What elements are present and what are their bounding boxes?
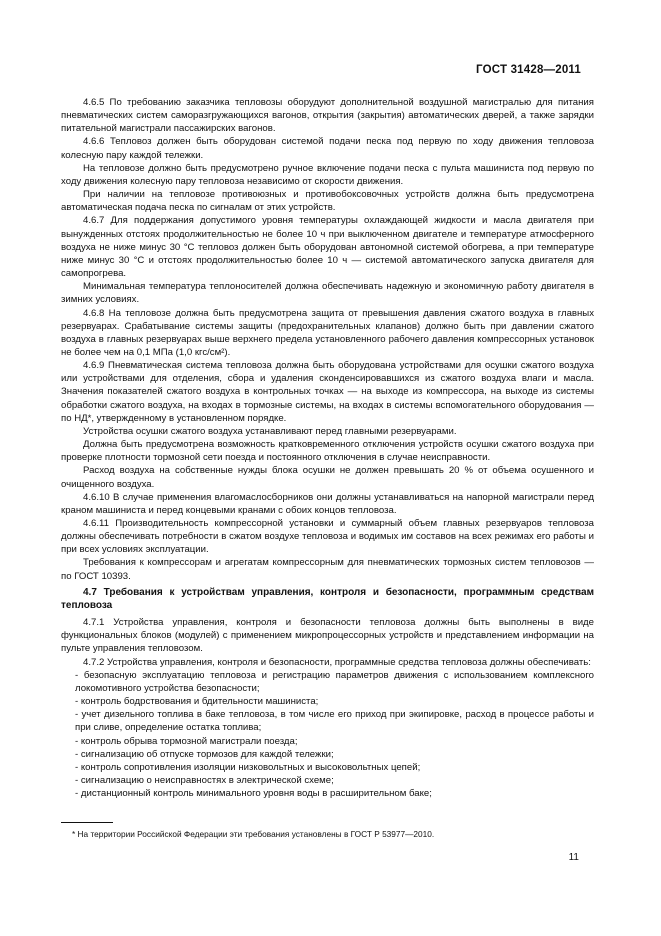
paragraph: Должна быть предусмотрена возможность кратковременного отключения устройств осушки сжатого воздуха при проверке плотности тормозной сети поезда и постоянного отключения в случае неисправности. [61, 439, 594, 464]
paragraph-4-7-1: 4.7.1 Устройства управления, контроля и безопасности тепловоза должны быть выполнены в виде функциональных блоков (модулей) с применением микропроцессорных устройств и представлением информации на пульте управления тепловозом. [61, 617, 594, 655]
page-number: 11 [568, 852, 579, 863]
list-item: - контроль бодрствования и бдительности машиниста; [75, 696, 319, 708]
paragraph-4-6-6: 4.6.6 Тепловоз должен быть оборудован системой подачи песка под первую по ходу движения тепловоза колесную пару каждой тележки. [61, 136, 594, 161]
paragraph: На тепловозе должно быть предусмотрено ручное включение подачи песка с пульта машиниста под первую по ходу движения колесную пару тепловоза независимо от скорости движения. [61, 162, 594, 187]
paragraph-4-6-5: 4.6.5 По требованию заказчика тепловозы оборудуют дополнительной воздушной магистралью для питания пневматических систем саморазгружающихся вагонов, открытия (закрытия) автоматических дверей, а также зарядки питательной магистрали пассажирских вагонов. [61, 97, 594, 135]
footnote-divider [61, 822, 113, 823]
list-item: - сигнализацию о неисправностях в электрической схеме; [75, 774, 334, 786]
footnote: * На территории Российской Федерации эти требования установлены в ГОСТ Р 53977—2010. [72, 829, 435, 839]
list-item: - контроль сопротивления изоляции низковольтных и высоковольтных цепей; [75, 761, 421, 773]
paragraph: Устройства осушки сжатого воздуха устанавливают перед главными резервуарами. [83, 425, 457, 437]
paragraph-4-7-2: 4.7.2 Устройства управления, контроля и безопасности, программные средства тепловоза должны обеспечивать: [83, 656, 591, 668]
paragraph-4-6-8: 4.6.8 На тепловозе должна быть предусмотрена защита от превышения давления сжатого воздуха в главных резервуарах. Срабатывание системы защиты (предохранительных клапанов) должно быть при давлении сжатого воздуха в главных резервуарах выше верхнего предела установленного рабочего давления компрессорных установок не более чем на 0,1 МПа (1,0 кгс/см²). [61, 307, 594, 358]
list-item: - дистанционный контроль минимального уровня воды в расширительном баке; [75, 788, 432, 800]
paragraph: Минимальная температура теплоносителей должна обеспечивать надежную и экономичную работу двигателя в зимних условиях. [61, 281, 594, 306]
document-body [61, 96, 594, 800]
paragraph-4-6-10: 4.6.10 В случае применения влагомаслосборников они должны устанавливаться на напорной магистрали перед краном машиниста и перед концевыми кранами с обоих концов тепловоза. [61, 491, 594, 516]
list-item: - сигнализацию об отпуске тормозов для каждой тележки; [75, 748, 334, 760]
section-heading-4-7: 4.7 Требования к устройствам управления, контроля и безопасности, программным средствам тепловоза [61, 586, 594, 611]
paragraph-4-6-11: 4.6.11 Производительность компрессорной установки и суммарный объем главных резервуаров тепловоза должны обеспечивать потребности в сжатом воздухе тепловоза и водимых им составов на всех режимах его работы и при всех условиях эксплуатации. [61, 518, 594, 556]
paragraph: Требования к компрессорам и агрегатам компрессорным для пневматических тормозных систем тепловозов — по ГОСТ 10393. [61, 557, 594, 582]
document-standard-number: ГОСТ 31428—2011 [476, 64, 581, 76]
paragraph: Расход воздуха на собственные нужды блока осушки не должен превышать 20 % от объема осушенного и очищенного воздуха. [61, 465, 594, 490]
list-item: - безопасную эксплуатацию тепловоза и регистрацию параметров движения с использованием комплексного локомотивного устройства безопасности; [75, 669, 594, 694]
paragraph: При наличии на тепловозе противоюзных и противобоксовочных устройств должна быть предусмотрена автоматическая подача песка по сигналам от этих устройств. [61, 189, 594, 214]
paragraph-4-6-9: 4.6.9 Пневматическая система тепловоза должна быть оборудована устройствами для осушки сжатого воздуха или устройствами для отделения, сбора и удаления сконденсировавшихся из сжатого воздуха влаги и масла. Значения показателей сжатого воздуха в контрольных точках — на выходе из компрессора, на выходе из системы обработки сжатого воздуха, на входах в тормозные системы, на входах в системы вспомогательного оборудования — по НД*, утвержденному в установленном порядке. [61, 360, 594, 424]
paragraph-4-6-7: 4.6.7 Для поддержания допустимого уровня температуры охлаждающей жидкости и масла двигателя при вынужденных отстоях продолжительностью не более 10 ч при выключенном двигателе и температуре атмосферного воздуха не ниже минус 30 °С тепловоз должен быть оборудован автономной системой обогрева, а при температуре ниже минус 30 °С и отстоях продолжительностью более 10 ч — системой автоматического запуска двигателя для самопрогрева. [61, 215, 594, 280]
list-item: - учет дизельного топлива в баке тепловоза, в том числе его приход при экипировке, расход в процессе работы и при сливе, определение остатка топлива; [75, 709, 594, 734]
list-item: - контроль обрыва тормозной магистрали поезда; [75, 735, 298, 747]
